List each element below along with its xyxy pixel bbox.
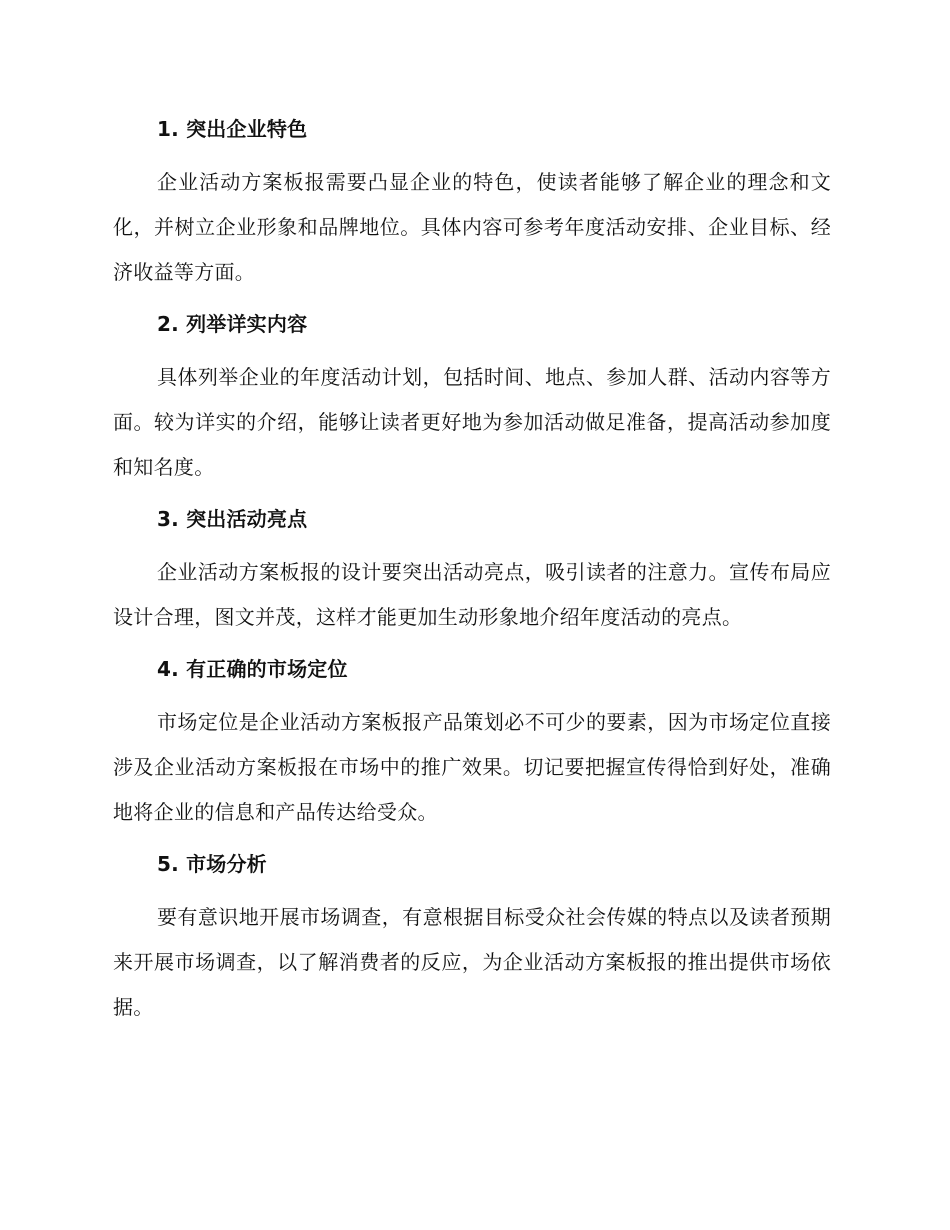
document-content — [113, 112, 831, 1042]
section-paragraph-4: 市场定位是企业活动方案板报产品策划必不可少的要素，因为市场定位直接涉及企业活动方案板报在市场中的推广效果。切记要把握宣传得恰到好处，准确地将企业的信息和产品传达给受众。 — [113, 710, 831, 824]
section-heading-5: 5. 市场分析 — [157, 852, 267, 876]
section-heading-3: 3. 突出活动亮点 — [157, 507, 308, 531]
section-heading-1: 1. 突出企业特色 — [157, 117, 308, 141]
section-heading-4: 4. 有正确的市场定位 — [157, 657, 348, 681]
section-paragraph-1: 企业活动方案板报需要凸显企业的特色，使读者能够了解企业的理念和文化，并树立企业形象和品牌地位。具体内容可参考年度活动安排、企业目标、经济收益等方面。 — [113, 170, 831, 284]
section-paragraph-2: 具体列举企业的年度活动计划，包括时间、地点、参加人群、活动内容等方面。较为详实的介绍，能够让读者更好地为参加活动做足准备，提高活动参加度和知名度。 — [113, 365, 831, 479]
section-paragraph-5: 要有意识地开展市场调查，有意根据目标受众社会传媒的特点以及读者预期来开展市场调查，以了解消费者的反应，为企业活动方案板报的推出提供市场依据。 — [113, 905, 831, 1019]
section-heading-2: 2. 列举详实内容 — [157, 312, 308, 336]
section-paragraph-3: 企业活动方案板报的设计要突出活动亮点，吸引读者的注意力。宣传布局应设计合理，图文并茂，这样才能更加生动形象地介绍年度活动的亮点。 — [113, 560, 831, 629]
